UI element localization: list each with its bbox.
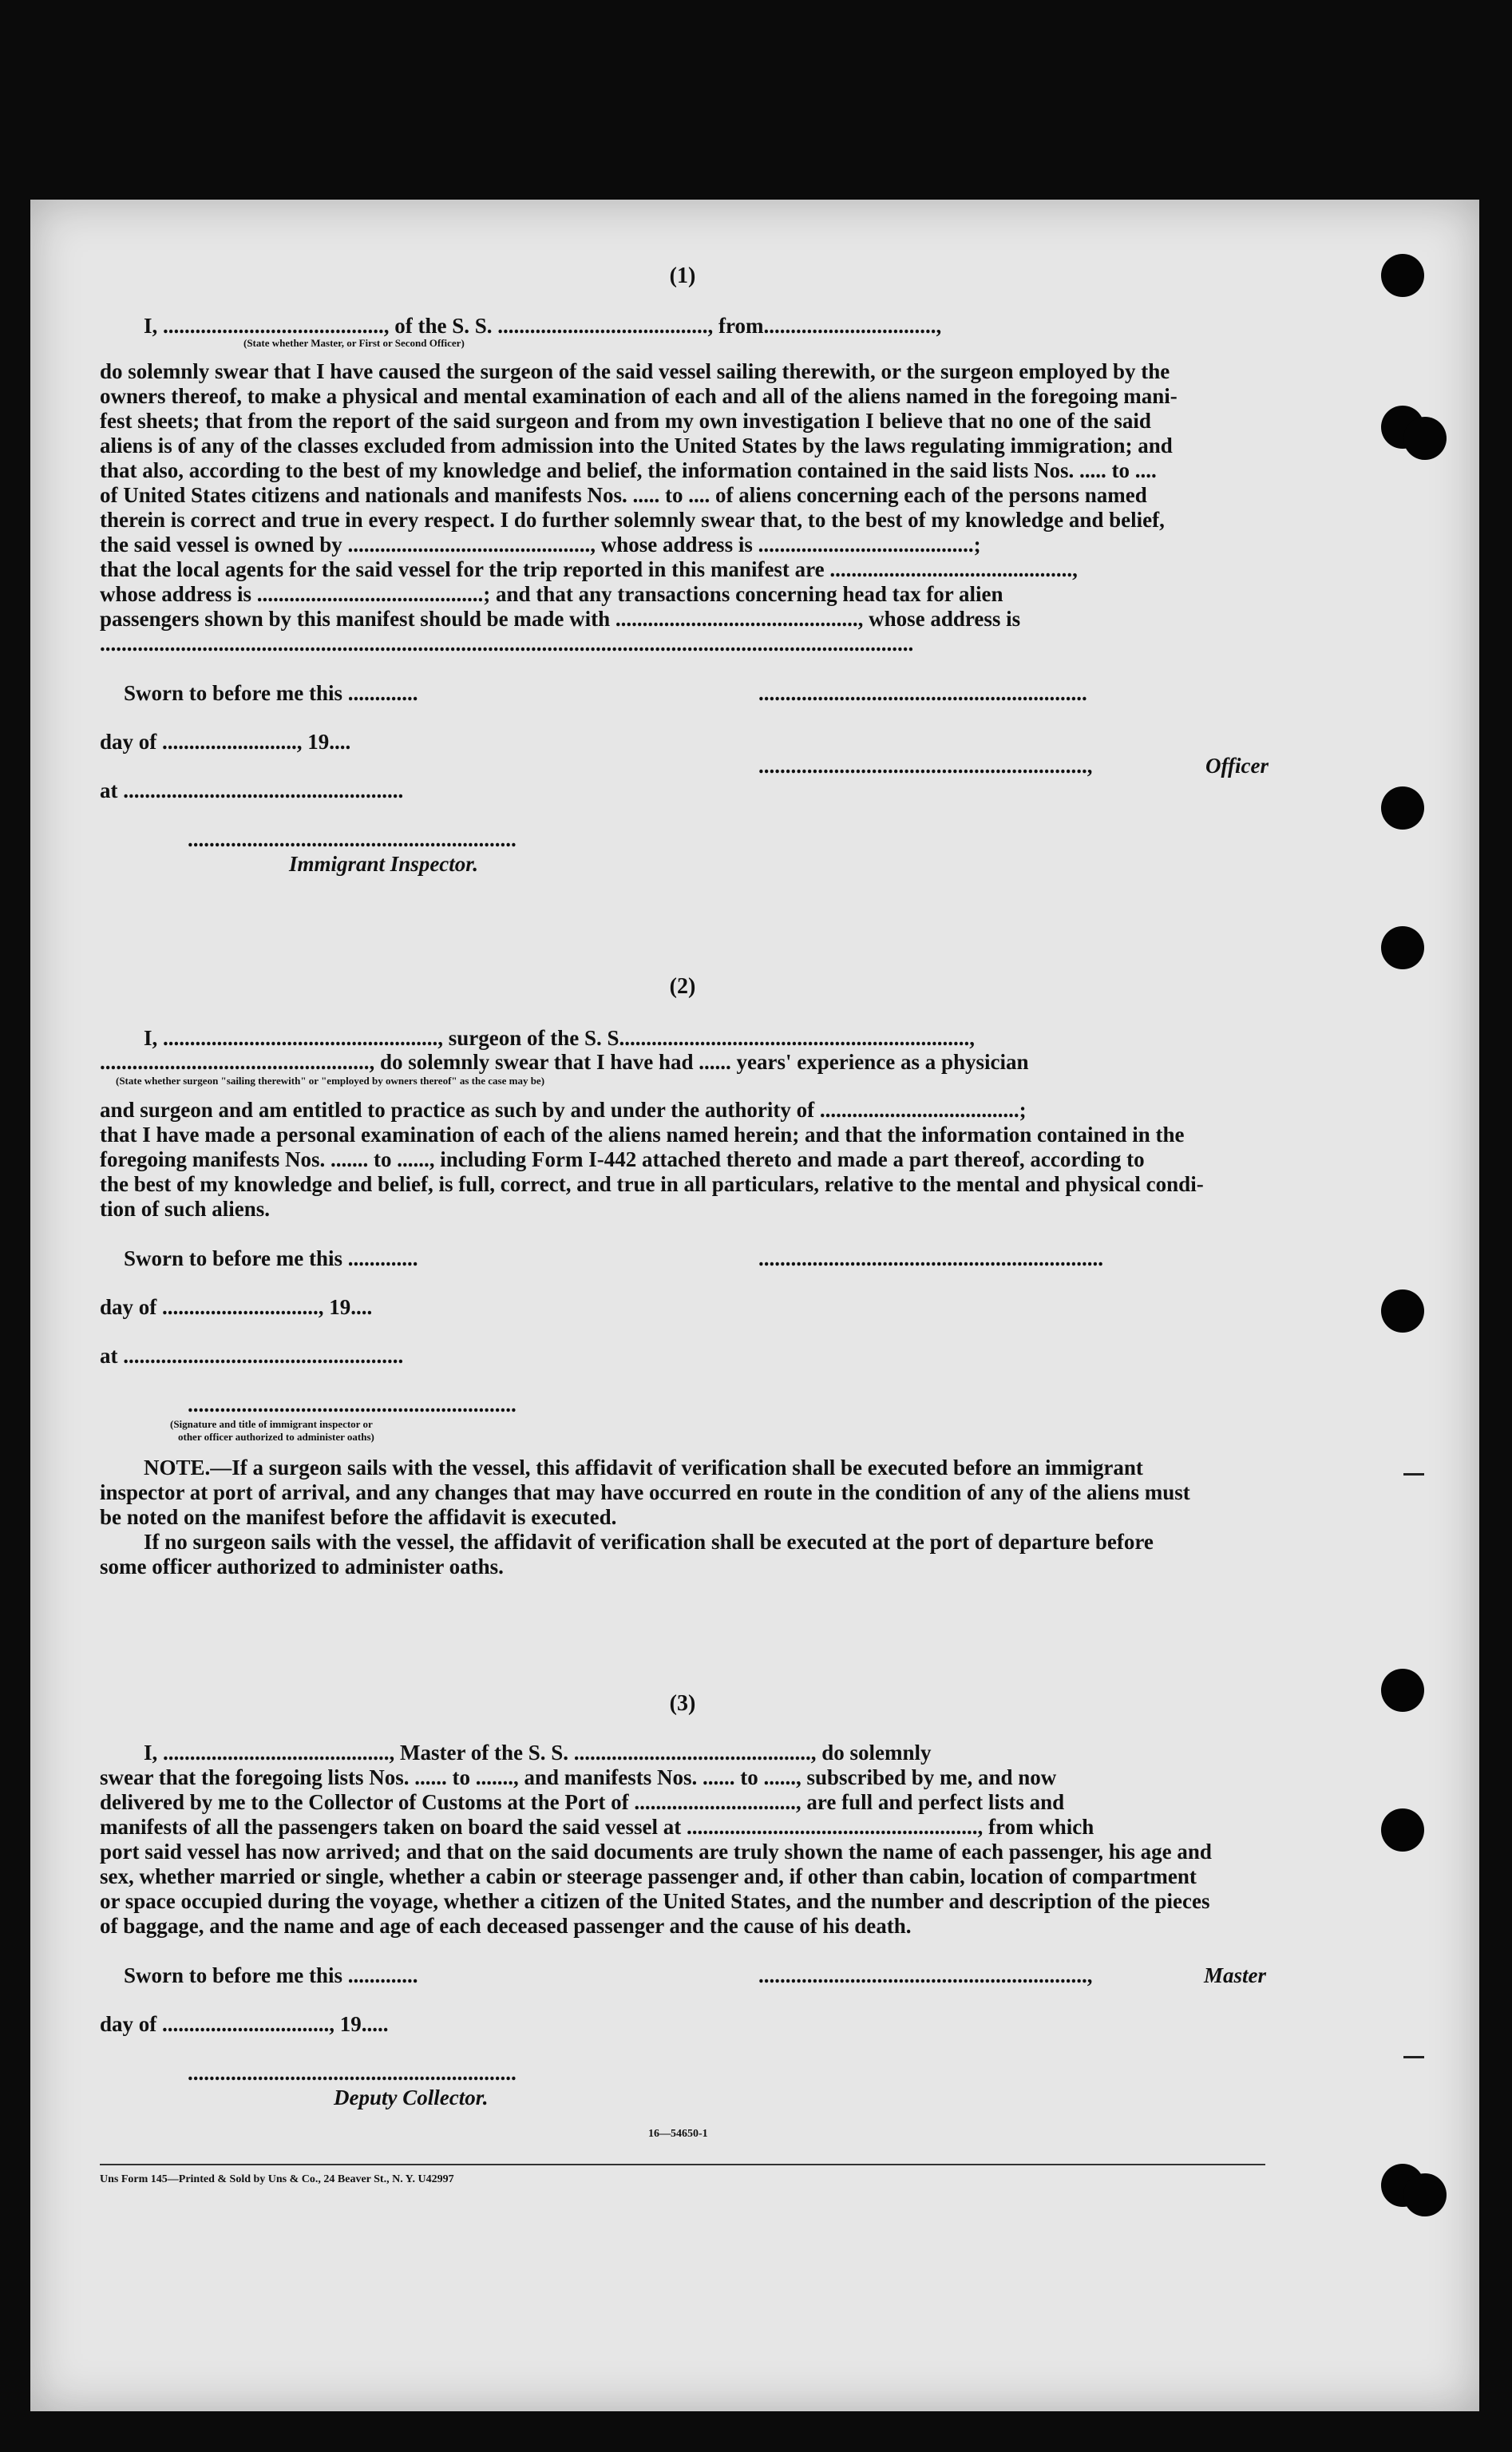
s3-line: sex, whether married or single, whether a cabin or steerage passenger and, if other than cabin, location of compartment	[100, 1864, 1197, 1888]
punch-hole	[1381, 926, 1424, 969]
s1-line: .......................................................................................................................................................	[100, 632, 914, 656]
s1-line: that also, according to the best of my knowledge and belief, the information contained in the said lists Nos. ..... to ....	[100, 458, 1157, 482]
s3-line: port said vessel has now arrived; and that on the said documents are truly shown the name of each passenger, his age and	[100, 1840, 1212, 1864]
s3-line: of baggage, and the name and age of each deceased passenger and the cause of his death.	[100, 1914, 912, 1938]
s3-line: swear that the foregoing lists Nos. ...... to ......., and manifests Nos. ...... to ......, subscribed by me, and now	[100, 1765, 1057, 1789]
s3-sworn: Sworn to before me this .............	[124, 1963, 418, 1987]
s1-inspector-line: .............................................................	[188, 827, 517, 851]
form-code: 16—54650-1	[648, 2128, 708, 2140]
s2-line: I, ..................................................., surgeon of the S. S.................................................................,	[144, 1026, 976, 1050]
margin-mark	[1403, 2056, 1424, 2058]
s2-sig-caption-1: (Signature and title of immigrant inspector or	[170, 1418, 373, 1430]
punch-hole	[1381, 1669, 1424, 1712]
s2-note-line: inspector at port of arrival, and any changes that may have occurred en route in the condition of any of the aliens must	[100, 1480, 1190, 1504]
s1-line: therein is correct and true in every respect. I do further solemnly swear that, to the best of my knowledge and belief,	[100, 508, 1165, 532]
s3-collector-title: Deputy Collector.	[334, 2086, 489, 2109]
printer-credit: Uns Form 145—Printed & Sold by Uns & Co., 24 Beaver St., N. Y. U42997	[100, 2173, 454, 2185]
s2-surgeon-line: ................................................................	[758, 1246, 1103, 1270]
s1-officer-title: Officer	[1205, 754, 1269, 778]
s1-line: aliens is of any of the classes excluded from admission into the United States by the laws regulating immigration; and	[100, 434, 1173, 458]
s1-line: of United States citizens and nationals and manifests Nos. ..... to .... of aliens concerning each of the persons named	[100, 483, 1147, 507]
s1-at: at ....................................................	[100, 778, 404, 802]
s2-line: that I have made a personal examination of each of the aliens named herein; and that the information contained in the	[100, 1123, 1185, 1147]
footer-rule	[100, 2164, 1265, 2165]
s2-at: at ....................................................	[100, 1344, 404, 1368]
s2-sig-caption-2: other officer authorized to administer oaths)	[178, 1431, 374, 1443]
s1-signature-line: .............................................................	[758, 681, 1087, 705]
s1-line: whose address is ..........................................; and that any transactions concerning head tax for alien	[100, 582, 1003, 606]
s1-line: I, ........................................., of the S. S. ......................................., from................................,	[144, 314, 942, 338]
s2-line: and surgeon and am entitled to practice as such by and under the authority of .....................................;	[100, 1098, 1027, 1122]
s2-line: the best of my knowledge and belief, is full, correct, and true in all particulars, relative to the mental and physical condi-	[100, 1172, 1204, 1196]
s2-line: tion of such aliens.	[100, 1197, 271, 1221]
s2-note-line: some officer authorized to administer oaths.	[100, 1555, 504, 1579]
s1-officer-line: .............................................................,	[758, 754, 1093, 778]
section-3-number: (3)	[669, 1691, 696, 1716]
punch-hole	[1403, 2173, 1447, 2216]
s3-line: manifests of all the passengers taken on board the said vessel at ......................................................, from which	[100, 1815, 1094, 1839]
s1-line: the said vessel is owned by ............................................., whose address is ........................................;	[100, 533, 981, 557]
s1-inspector-title: Immigrant Inspector.	[289, 852, 479, 876]
punch-hole	[1381, 1808, 1424, 1852]
s3-master-title: Master	[1204, 1963, 1267, 1987]
punch-hole	[1381, 254, 1424, 297]
s2-caption: (State whether surgeon "sailing therewith" or "employed by owners thereof" as the case may be)	[116, 1075, 545, 1087]
s3-day: day of ..............................., 19.....	[100, 2012, 389, 2036]
s2-day: day of ............................., 19....	[100, 1295, 373, 1319]
margin-mark	[1403, 1473, 1424, 1476]
punch-hole	[1381, 1289, 1424, 1333]
s3-collector-line: .............................................................	[188, 2061, 517, 2085]
s1-line: that the local agents for the said vessel for the trip reported in this manifest are .............................................,	[100, 557, 1078, 581]
punch-hole	[1403, 417, 1447, 460]
s3-line: delivered by me to the Collector of Customs at the Port of .............................., are full and perfect lists and	[100, 1790, 1065, 1814]
s3-line: I, .........................................., Master of the S. S. ............................................, do solemnly	[144, 1741, 932, 1765]
s1-sworn: Sworn to before me this .............	[124, 681, 418, 705]
s1-caption: (State whether Master, or First or Second Officer)	[243, 337, 465, 349]
s2-sworn: Sworn to before me this .............	[124, 1246, 418, 1270]
punch-hole	[1381, 786, 1424, 830]
section-1-number: (1)	[669, 263, 696, 288]
s2-line: foregoing manifests Nos. ....... to ......, including Form I-442 attached thereto and made a part thereof, according to	[100, 1147, 1145, 1171]
s3-master-line: .............................................................,	[758, 1963, 1093, 1987]
s1-line: passengers shown by this manifest should be made with ............................................., whose address is	[100, 607, 1021, 631]
section-2-number: (2)	[669, 974, 696, 999]
s3-line: or space occupied during the voyage, whether a citizen of the United States, and the number and description of the pieces	[100, 1889, 1210, 1913]
s1-day: day of ........................., 19....	[100, 730, 351, 754]
s2-note-line: be noted on the manifest before the affidavit is executed.	[100, 1505, 617, 1529]
s2-line: .................................................., do solemnly swear that I have had ...... years' experience as a physician	[100, 1050, 1029, 1074]
s1-line: do solemnly swear that I have caused the surgeon of the said vessel sailing therewith, or the surgeon employed by the	[100, 359, 1170, 383]
s2-sig-line: .............................................................	[188, 1392, 517, 1416]
s2-note-line: If no surgeon sails with the vessel, the affidavit of verification shall be executed at the port of departure before	[144, 1530, 1154, 1554]
s1-line: owners thereof, to make a physical and mental examination of each and all of the aliens named in the foregoing mani-	[100, 384, 1178, 408]
s2-note-line: NOTE.—If a surgeon sails with the vessel, this affidavit of verification shall be executed before an immigrant	[144, 1456, 1143, 1480]
s1-line: fest sheets; that from the report of the said surgeon and from my own investigation I believe that no one of the said	[100, 409, 1151, 433]
